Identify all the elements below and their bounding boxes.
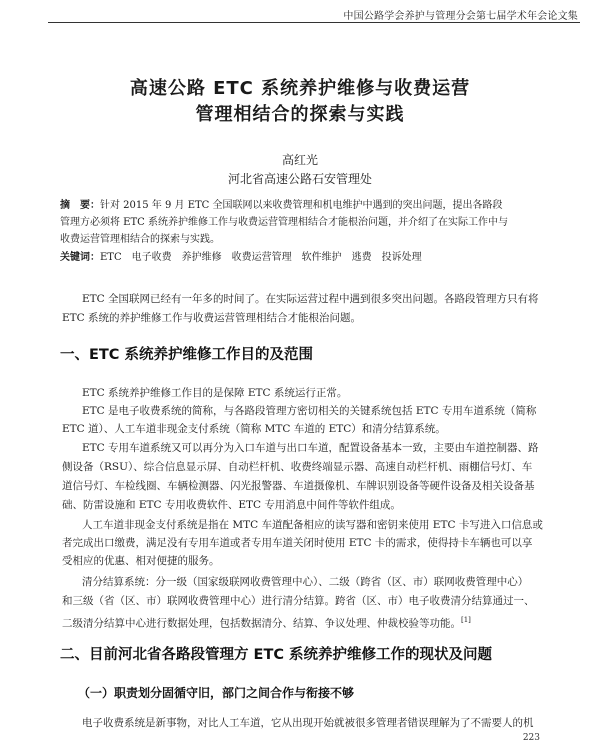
- paper-title-line-1: 高速公路 ETC 系统养护维修与收费运营: [129, 78, 471, 99]
- section-1-line: 人工车道非现金支付系统是指在 MTC 车道配备相应的读写器和密钥来使用 ETC 卡写进入口信息或: [82, 519, 543, 531]
- keywords-label: 关键词：: [60, 252, 100, 263]
- section-1-line: 础、防雷设施和 ETC 专用收费软件、ETC 专用消息中间件等软件组成。: [62, 499, 401, 511]
- abstract-label: 摘 要：: [60, 200, 100, 211]
- abstract-text-1: 针对 2015 年 9 月 ETC 全国联网以来收费管理和机电维护中遇到的突出问题，提出各路段: [100, 200, 503, 211]
- section-1-line: ETC 系统养护维修工作目的是保障 ETC 系统运行正常。: [82, 387, 348, 399]
- section-1-line: ETC 专用车道系统又可以再分为入口车道与出口车道，配置设备基本一致，主要由车道控制器、路: [82, 442, 539, 454]
- section-2-heading: 二、目前河北省各路段管理方 ETC 系统养护维修工作的现状及问题: [60, 647, 493, 663]
- section-1-line: ETC 道）、人工车道非现金支付系统（简称 MTC 车道的 ETC）和清分结算系统。: [62, 423, 446, 435]
- section-1-line: 和三级（省（区、市）联网收费管理中心）进行清分结算。跨省（区、市）电子收费清分结算通过一、: [62, 595, 535, 607]
- section-1-line: 道信号灯、车检线圈、车辆检测器、闪光报警器、车道摄像机、车牌识别设备等硬件设备及相关设备基: [62, 480, 535, 492]
- author-name: 高红光: [281, 153, 318, 167]
- abstract-line-3: 收费运营管理相结合的探索与实践。: [60, 234, 220, 245]
- section-1-line: 清分结算系统：分一级（国家级联网收费管理中心）、二级（跨省（区、市）联网收费管理中心）: [82, 576, 529, 588]
- section-1-line-text: 二级清分结算中心进行数据处理，包括数据清分、结算、争议处理、仲裁校验等功能。: [62, 617, 461, 630]
- intro-line-2: ETC 系统的养护维修工作与收费运营管理相结合才能根治问题。: [62, 312, 362, 324]
- section-2-line-1: 电子收费系统是新事物，对比人工车道，它从出现开始就被很多管理者错误理解为了不需要人的机: [82, 717, 534, 729]
- intro-line-1: ETC 全国联网已经有一年多的时间了。在实际运营过程中遇到很多突出问题。各路段管理方只有将: [82, 293, 539, 305]
- section-1-heading: 一、ETC 系统养护维修工作目的及范围: [60, 347, 313, 363]
- keywords-line: [60, 249, 550, 266]
- running-header: 中国公路学会养护与管理分会第七届学术年会论文集: [343, 11, 578, 22]
- abstract-line-2: 管理方必须将 ETC 系统养护维修工作与收费运营管理相结合才能根治问题，并介绍了在实际工作中与: [60, 217, 508, 228]
- section-1-last-line: [62, 611, 552, 633]
- abstract-line-1: [60, 197, 550, 214]
- section-1-line: 者完成出口缴费，满足没有专用车道或者专用车道关闭时使用 ETC 卡的需求，使得持卡车辆也可以享: [62, 537, 533, 549]
- paper-title-line-2: 管理相结合的探索与实践: [195, 104, 405, 125]
- author-affiliation: 河北省高速公路石安管理处: [227, 172, 372, 186]
- citation-marker: [1]: [461, 616, 471, 624]
- keywords-text: ETC 电子收费 养护维修 收费运营管理 软件维护 逃费 投诉处理: [100, 252, 422, 263]
- section-1-line: ETC 是电子收费系统的简称，与各路段管理方密切相关的关键系统包括 ETC 专用车道系统（简称: [82, 405, 537, 417]
- section-1-line: 受相应的优惠、相对便捷的服务。: [62, 555, 220, 567]
- section-2-subheading: （一）职责划分固循守旧，部门之间合作与衔接不够: [78, 686, 355, 700]
- header-rule: [48, 22, 580, 23]
- page-number: 223: [522, 733, 540, 743]
- section-1-line: 侧设备（RSU）、综合信息显示屏、自动栏杆机、收费终端显示器、高速自动栏杆机、雨棚信号灯、车: [62, 461, 533, 473]
